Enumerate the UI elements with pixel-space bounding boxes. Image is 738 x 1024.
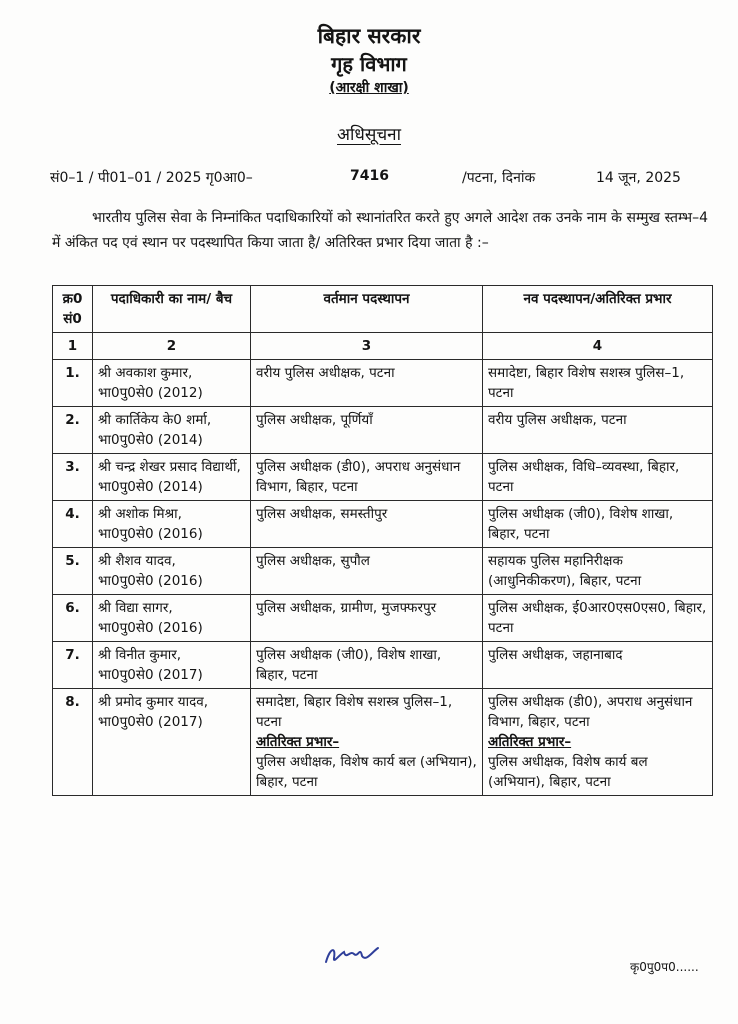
officer-name: श्री प्रमोद कुमार यादव, xyxy=(98,694,209,710)
reference-serial: 7416 xyxy=(350,168,389,184)
additional-charge-label: अतिरिक्त प्रभार– xyxy=(488,734,572,750)
current-posting: पुलिस अधीक्षक (डी0), अपराध अनुसंधान विभाग, बिहार, पटना xyxy=(251,454,483,501)
current-posting: पुलिस अधीक्षक, सुपौल xyxy=(251,548,483,595)
table-row xyxy=(53,642,713,689)
officer-batch: भा0पु0से0 (2014) xyxy=(98,432,203,448)
notification-title: अधिसूचना xyxy=(337,125,401,145)
header-current-posting: वर्तमान पदस्थापन xyxy=(251,286,483,333)
additional-charge-label: अतिरिक्त प्रभार– xyxy=(256,734,340,750)
officer-cell xyxy=(93,360,251,407)
new-posting: पुलिस अधीक्षक, ई0आर0एस0एस0, बिहार, पटना xyxy=(483,595,713,642)
branch-title: (आरक्षी शाखा) xyxy=(329,80,409,96)
current-additional-charge: पुलिस अधीक्षक, विशेष कार्य बल (अभियान), बिहार, पटना xyxy=(256,754,477,790)
new-posting: समादेष्टा, बिहार विशेष सशस्त्र पुलिस–1, पटना xyxy=(483,360,713,407)
officer-name: श्री अवकाश कुमार, xyxy=(98,365,193,381)
row-serial: 2. xyxy=(53,407,93,454)
new-posting-main: पुलिस अधीक्षक (डी0), अपराध अनुसंधान विभाग, बिहार, पटना xyxy=(488,694,693,730)
row-serial: 3. xyxy=(53,454,93,501)
column-number: 2 xyxy=(93,333,251,360)
row-serial: 8. xyxy=(53,689,93,796)
current-posting: पुलिस अधीक्षक, पूर्णियाँ xyxy=(251,407,483,454)
row-serial: 6. xyxy=(53,595,93,642)
table-row xyxy=(53,595,713,642)
row-serial: 5. xyxy=(53,548,93,595)
officer-batch: भा0पु0से0 (2016) xyxy=(98,573,203,589)
row-serial: 1. xyxy=(53,360,93,407)
continued-marker: कृ0पु0प0...... xyxy=(630,960,699,974)
transfer-table xyxy=(52,285,713,796)
officer-batch: भा0पु0से0 (2017) xyxy=(98,714,203,730)
current-posting: पुलिस अधीक्षक, ग्रामीण, मुजफ्फरपुर xyxy=(251,595,483,642)
column-number: 4 xyxy=(483,333,713,360)
officer-cell xyxy=(93,595,251,642)
officer-name: श्री विनीत कुमार, xyxy=(98,647,182,663)
current-posting: पुलिस अधीक्षक, समस्तीपुर xyxy=(251,501,483,548)
table-row xyxy=(53,407,713,454)
officer-batch: भा0पु0से0 (2016) xyxy=(98,620,203,636)
new-posting: पुलिस अधीक्षक, विधि–व्यवस्था, बिहार, पटना xyxy=(483,454,713,501)
row-serial: 7. xyxy=(53,642,93,689)
officer-cell xyxy=(93,454,251,501)
column-number: 1 xyxy=(53,333,93,360)
officer-batch: भा0पु0से0 (2012) xyxy=(98,385,203,401)
officer-name: श्री विद्या सागर, xyxy=(98,600,173,616)
department-title: गृह विभाग xyxy=(331,52,407,76)
officer-name: श्री कार्तिकेय के0 शर्मा, xyxy=(98,412,212,428)
reference-number: सं0–1 / पी01–01 / 2025 गृ0आ0– xyxy=(50,170,253,186)
header-serial: क्र0 सं0 xyxy=(53,286,93,333)
table-row xyxy=(53,454,713,501)
intro-paragraph: भारतीय पुलिस सेवा के निम्नांकित पदाधिकारियों को स्थानांतरित करते हुए अगले आदेश तक उनके नाम के सम्मुख स्तम्भ–4 में अंकित पद एवं स्थान पर पदस्थापित किया जाता है/ अतिरिक्त प्रभार दिया जाता है :– xyxy=(52,210,708,251)
row-serial: 4. xyxy=(53,501,93,548)
reference-place: /पटना, दिनांक xyxy=(462,170,536,186)
new-posting: सहायक पुलिस महानिरीक्षक (आधुनिकीकरण), बिहार, पटना xyxy=(483,548,713,595)
officer-name: श्री शैशव यादव, xyxy=(98,553,176,569)
column-number: 3 xyxy=(251,333,483,360)
reference-date: 14 जून, 2025 xyxy=(596,170,681,186)
header-new-posting: नव पदस्थापन/अतिरिक्त प्रभार xyxy=(483,286,713,333)
column-number-row xyxy=(53,333,713,360)
table-row xyxy=(53,360,713,407)
officer-cell xyxy=(93,501,251,548)
current-posting: वरीय पुलिस अधीक्षक, पटना xyxy=(251,360,483,407)
reference-line xyxy=(50,168,700,190)
current-posting-main: समादेष्टा, बिहार विशेष सशस्त्र पुलिस–1, पटना xyxy=(256,694,453,730)
officer-batch: भा0पु0से0 (2014) xyxy=(98,479,203,495)
new-posting: पुलिस अधीक्षक (जी0), विशेष शाखा, बिहार, पटना xyxy=(483,501,713,548)
new-posting xyxy=(483,689,713,796)
signature-mark xyxy=(322,940,382,970)
table-row xyxy=(53,689,713,796)
officer-cell xyxy=(93,407,251,454)
new-additional-charge: पुलिस अधीक्षक, विशेष कार्य बल (अभियान), बिहार, पटना xyxy=(488,754,648,790)
officer-cell xyxy=(93,642,251,689)
officer-name: श्री चन्द्र शेखर प्रसाद विद्यार्थी, xyxy=(98,459,241,475)
current-posting: पुलिस अधीक्षक (जी0), विशेष शाखा, बिहार, पटना xyxy=(251,642,483,689)
current-posting xyxy=(251,689,483,796)
table-header-row xyxy=(53,286,713,333)
officer-batch: भा0पु0से0 (2017) xyxy=(98,667,203,683)
new-posting: वरीय पुलिस अधीक्षक, पटना xyxy=(483,407,713,454)
officer-cell xyxy=(93,689,251,796)
new-posting: पुलिस अधीक्षक, जहानाबाद xyxy=(483,642,713,689)
table-row xyxy=(53,501,713,548)
government-title: बिहार सरकार xyxy=(317,24,421,48)
officer-cell xyxy=(93,548,251,595)
officer-batch: भा0पु0से0 (2016) xyxy=(98,526,203,542)
table-row xyxy=(53,548,713,595)
header-name: पदाधिकारी का नाम/ बैच xyxy=(93,286,251,333)
officer-name: श्री अशोक मिश्रा, xyxy=(98,506,182,522)
